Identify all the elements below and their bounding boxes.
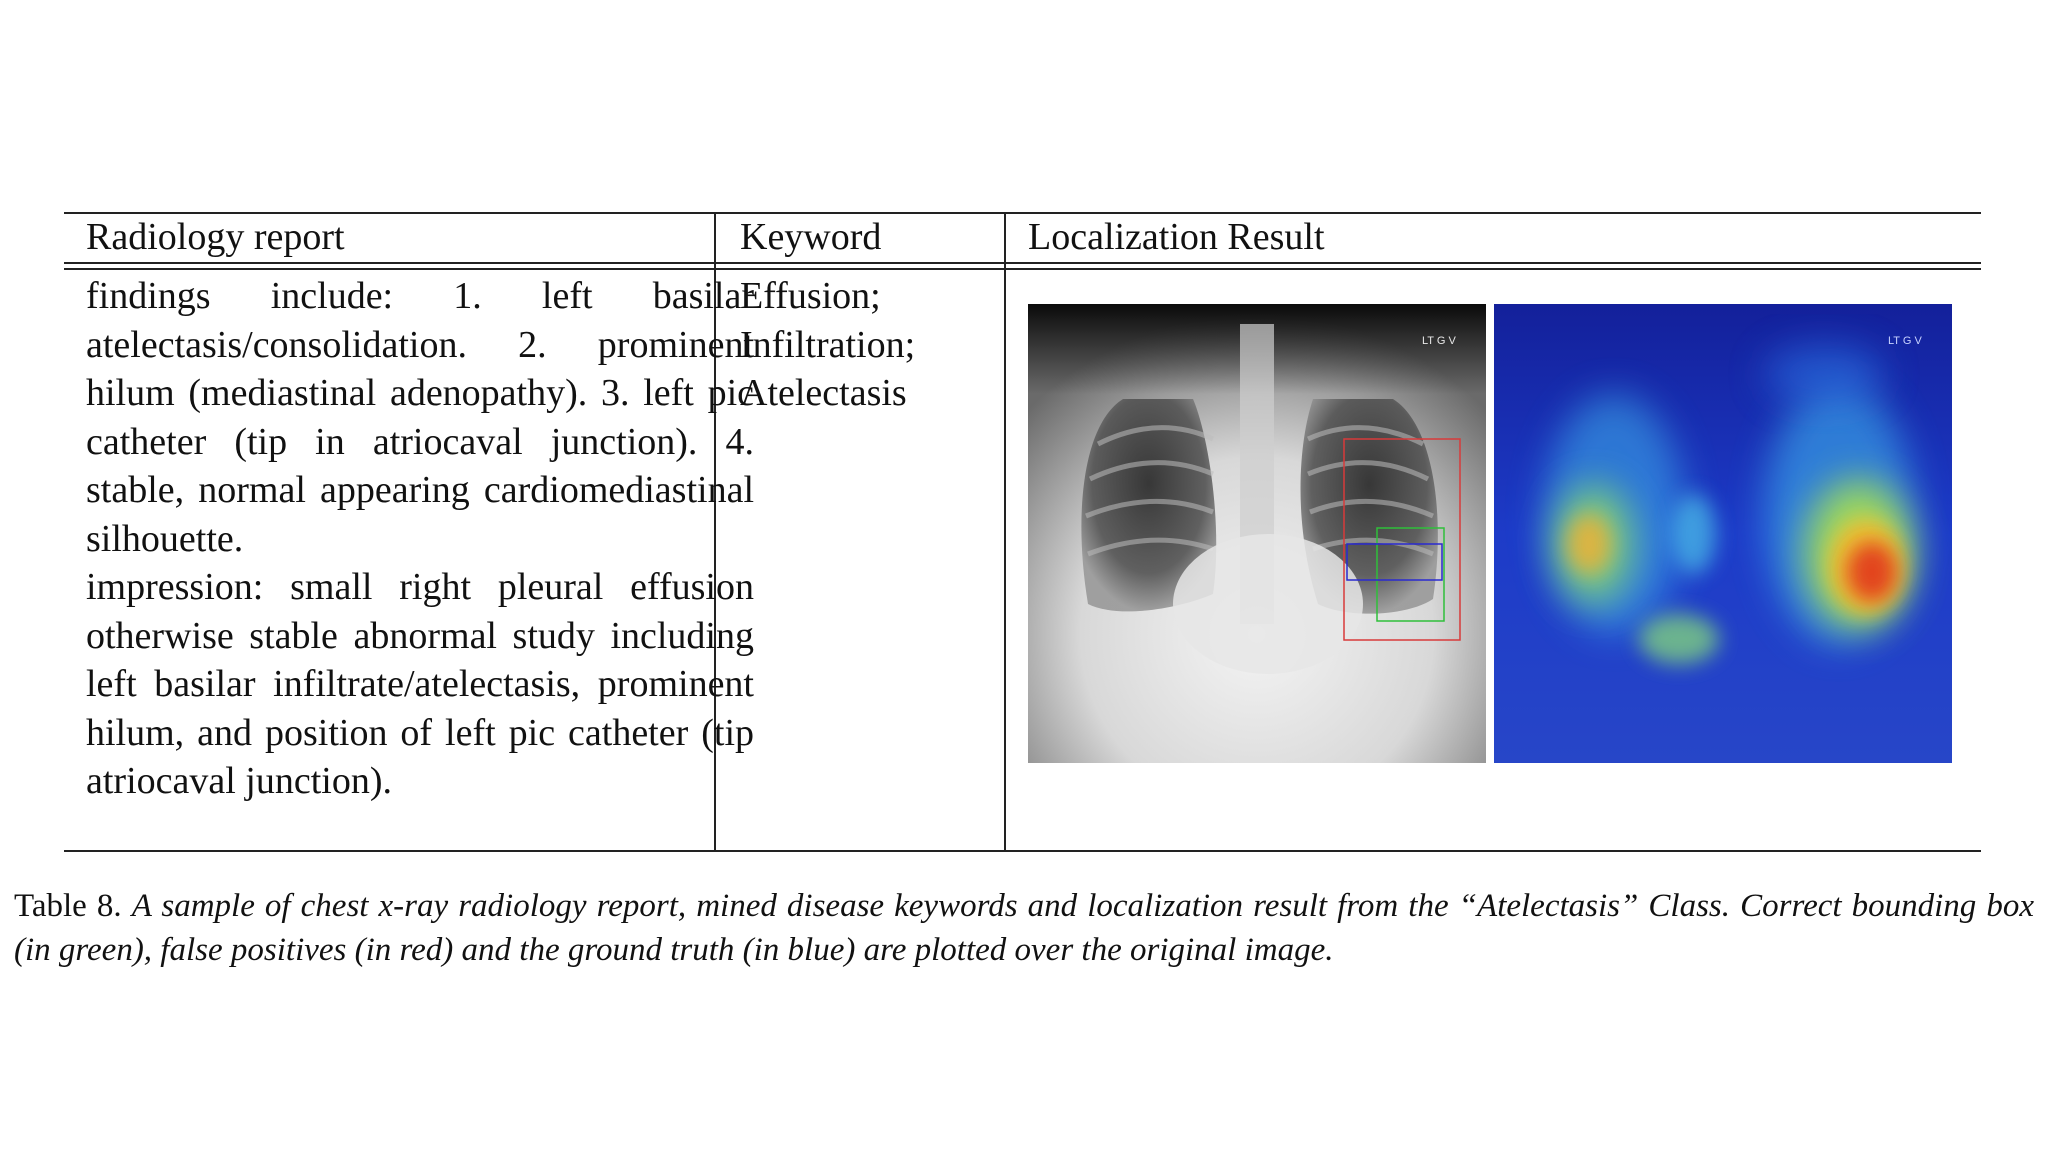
header-keyword: Keyword	[740, 216, 882, 258]
caption-text: A sample of chest x-ray radiology report, mined disease keywords and localization result from the “Atelectasis” Class. Correct bounding box (in green), false positives (in red) and the ground truth (in blue) are plotted over the original image.	[14, 888, 2034, 968]
table-header-rule-1	[64, 262, 1981, 264]
table-top-rule	[64, 212, 1981, 214]
column-divider-2	[1004, 212, 1006, 852]
chest-xray-image	[1028, 304, 1486, 763]
heatmap-image	[1494, 304, 1952, 763]
radiology-report-text	[86, 272, 754, 806]
caption-label: Table 8.	[14, 888, 122, 924]
keyword-effusion: Effusion;	[740, 275, 881, 317]
report-findings: findings include: 1. left basilar atelectasis/consolidation. 2. prominent hilum (mediastinal adenopathy). 3. left pic catheter (tip in atriocaval junction). 4. stable, normal appearing cardiomediastinal silhouette.	[86, 275, 754, 560]
xray-marker: LT G V	[1422, 335, 1456, 347]
keyword-list	[740, 272, 915, 418]
results-table	[64, 212, 1981, 852]
table-caption	[14, 884, 2034, 972]
heatmap-marker: LT G V	[1888, 335, 1922, 347]
header-radiology-report: Radiology report	[86, 216, 345, 258]
report-impression: impression: small right pleural effusion otherwise stable abnormal study including left basilar infiltrate/atelectasis, prominent hilum, and position of left pic catheter (tip atriocaval junction).	[86, 566, 754, 802]
keyword-infiltration: Infiltration;	[740, 323, 916, 366]
keyword-atelectasis: Atelectasis	[740, 372, 907, 414]
header-localization-result: Localization Result	[1028, 216, 1325, 258]
table-header-rule-2	[64, 268, 1981, 270]
table-bottom-rule	[64, 850, 1981, 852]
